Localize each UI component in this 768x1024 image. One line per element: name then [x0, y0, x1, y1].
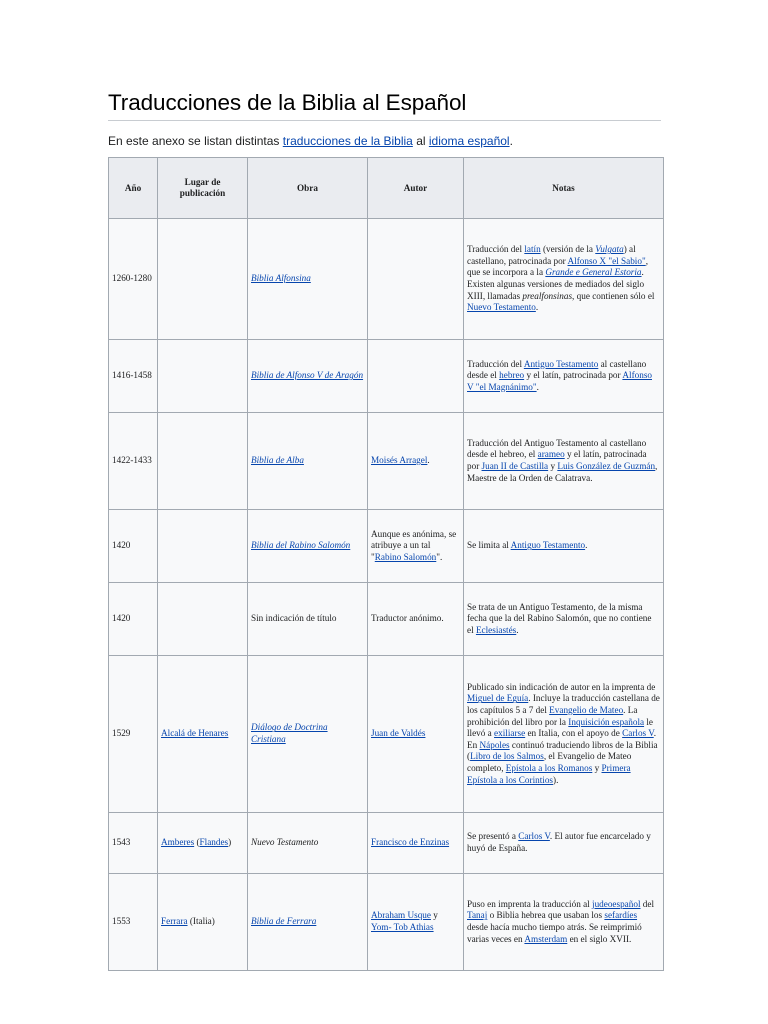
cell-notes — [464, 219, 664, 340]
cell-link[interactable]: Alfonso X "el Sabio" — [567, 255, 646, 266]
cell-link[interactable]: Vulgata — [595, 244, 624, 255]
cell-link[interactable]: Alcalá de Henares — [161, 728, 229, 739]
cell-link[interactable]: Antiguo Testamento — [523, 358, 599, 369]
intro-text: En este anexo se listan distintas — [108, 134, 283, 148]
cell-text: . — [427, 455, 430, 466]
cell-author — [368, 510, 464, 583]
intro-paragraph — [108, 133, 661, 149]
cell-place — [158, 340, 248, 413]
cell-author — [368, 219, 464, 340]
header-author: Autor — [368, 158, 464, 219]
cell-text: al castellano desde el — [467, 358, 647, 381]
cell-text: desde hacía mucho tiempo atrás. Se reimprimió varias veces en — [467, 922, 642, 944]
cell-link[interactable]: Primera Epístola a los Corintios — [467, 762, 631, 785]
cell-link[interactable]: Rabino Salomón — [374, 551, 437, 562]
cell-notes — [464, 413, 664, 510]
cell-link[interactable]: Antiguo Testamento — [510, 540, 586, 551]
cell-link[interactable]: Tanaj — [467, 910, 488, 921]
cell-link[interactable]: latín — [524, 244, 541, 255]
cell-link[interactable]: arameo — [537, 449, 565, 460]
table-row — [109, 413, 664, 510]
cell-text: , que se incorpora a la — [467, 255, 649, 278]
page-title: Traducciones de la Biblia al Español — [108, 88, 661, 121]
cell-author — [368, 874, 464, 971]
cell-text: Traducción del — [467, 358, 524, 369]
header-place: Lugar de publicación — [158, 158, 248, 219]
cell-link[interactable]: judeoespañol — [592, 898, 641, 909]
cell-work — [248, 874, 368, 971]
cell-notes — [464, 813, 664, 874]
cell-link[interactable]: exiliarse — [494, 728, 526, 739]
cell-text: ). — [553, 774, 559, 785]
cell-text: Se presentó a — [467, 831, 519, 842]
cell-text: . — [516, 624, 519, 635]
cell-notes — [464, 340, 664, 413]
cell-link[interactable]: Biblia del Rabino Salomón — [251, 540, 351, 551]
cell-link[interactable]: Nápoles — [479, 739, 510, 750]
table-header-row — [109, 158, 664, 219]
cell-text: continuó traduciendo libros de la Biblia ( — [467, 739, 658, 762]
header-work: Obra — [248, 158, 368, 219]
cell-work — [248, 340, 368, 413]
cell-link[interactable]: Diálogo de Doctrina Cristiana — [251, 722, 328, 744]
cell-text: le llevó a — [467, 716, 654, 739]
cell-text: ". — [436, 551, 443, 562]
cell-text: . — [535, 302, 539, 313]
cell-year: 1422-1433 — [109, 413, 158, 510]
cell-text: y el latín, patrocinada por — [467, 449, 647, 471]
cell-text: . El autor fue encarcelado y huyó de España. — [467, 831, 651, 853]
cell-year: 1543 — [109, 813, 158, 874]
cell-text: , que contienen sólo el — [572, 290, 655, 301]
cell-author — [368, 413, 464, 510]
cell-text: . — [585, 540, 588, 551]
cell-link[interactable]: Miguel de Eguía — [467, 693, 529, 704]
cell-link[interactable]: Biblia de Alba — [251, 455, 304, 466]
cell-text: ) — [228, 837, 232, 848]
cell-link[interactable]: Biblia de Ferrara — [251, 916, 317, 927]
cell-text: o Biblia hebrea que usaban los — [487, 910, 605, 921]
cell-place — [158, 656, 248, 813]
cell-link[interactable]: Luis González de Guzmán — [557, 461, 656, 471]
cell-text: y — [548, 461, 558, 471]
cell-link[interactable]: Nuevo Testamento — [467, 302, 536, 313]
cell-link[interactable]: Biblia de Alfonso V de Aragón — [251, 370, 364, 381]
cell-place — [158, 813, 248, 874]
cell-author — [368, 656, 464, 813]
cell-text: Traductor anónimo. — [371, 613, 444, 624]
cell-text: Traducción del — [467, 244, 525, 255]
cell-text: y — [592, 762, 602, 773]
cell-work — [248, 219, 368, 340]
cell-link[interactable]: Libro de los Salmos — [470, 751, 544, 762]
intro-text: al — [412, 134, 429, 148]
cell-text: (Italia) — [187, 916, 215, 927]
cell-text: ) al castellano, patrocinada por — [467, 244, 636, 266]
cell-link[interactable]: Ferrara — [161, 916, 188, 927]
cell-notes — [464, 510, 664, 583]
header-notes: Notas — [464, 158, 664, 219]
cell-year: 1260-1280 — [109, 219, 158, 340]
cell-link[interactable]: Biblia Alfonsina — [251, 273, 311, 284]
cell-link[interactable]: Francisco de Enzinas — [371, 837, 450, 848]
cell-text: Se trata de un Antiguo Testamento, de la misma fecha que la del Rabino Salomón, que no contiene el — [467, 601, 652, 635]
cell-text: (versión de la — [540, 244, 596, 255]
intro-text: . — [509, 134, 513, 148]
cell-notes — [464, 656, 664, 813]
cell-place — [158, 219, 248, 340]
cell-link[interactable]: Evangelio de Mateo — [549, 705, 624, 716]
cell-text: . En — [467, 728, 656, 750]
link-idioma-espanol[interactable]: idioma español — [428, 134, 510, 148]
cell-place — [158, 413, 248, 510]
article — [108, 88, 661, 944]
cell-link[interactable]: hebreo — [499, 370, 525, 381]
cell-year: 1420 — [109, 583, 158, 656]
header-year: Año — [109, 158, 158, 219]
link-traducciones-biblia[interactable]: traducciones de la Biblia — [282, 134, 413, 148]
cell-text: Sin indicación de título — [251, 613, 337, 624]
cell-author — [368, 583, 464, 656]
cell-text: y el latín, patrocinada por — [524, 370, 623, 381]
cell-link[interactable]: Amsterdam — [524, 933, 568, 944]
cell-author — [368, 813, 464, 874]
cell-notes — [464, 583, 664, 656]
cell-link[interactable]: Amberes — [161, 837, 195, 848]
cell-work — [248, 813, 368, 874]
cell-link[interactable]: Flandes — [199, 837, 229, 848]
cell-link[interactable]: Juan II de Castilla — [481, 461, 549, 471]
cell-link[interactable]: sefardíes — [604, 910, 638, 921]
cell-link[interactable]: Juan de Valdés — [371, 728, 426, 739]
cell-year: 1553 — [109, 874, 158, 971]
cell-text: , el Evangelio de Mateo completo, — [467, 751, 632, 773]
cell-link[interactable]: Carlos V — [622, 728, 654, 739]
table-row — [109, 583, 664, 656]
cell-link[interactable]: Eclesiastés — [475, 624, 517, 635]
table-row — [109, 656, 664, 813]
translations-table — [108, 157, 664, 971]
cell-text: . Incluye la traducción castellana de los capítulos 5 a 7 del — [467, 693, 660, 716]
cell-text: en Italia, con el apoyo de — [525, 728, 623, 739]
cell-work — [248, 583, 368, 656]
cell-notes — [464, 874, 664, 971]
cell-link[interactable]: Carlos V — [518, 831, 550, 842]
cell-place — [158, 874, 248, 971]
cell-author — [368, 340, 464, 413]
cell-text: Se limita al — [467, 540, 511, 551]
cell-text: Publicado sin indicación de autor en la imprenta de — [467, 681, 656, 692]
cell-link[interactable]: Grande e General Estoria — [545, 267, 642, 278]
cell-text: en el siglo XVII. — [567, 933, 632, 944]
cell-link[interactable]: Inquisición española — [568, 716, 645, 727]
cell-year: 1416-1458 — [109, 340, 158, 413]
cell-text: del — [640, 898, 655, 909]
cell-link[interactable]: Yom- Tob Athias — [371, 922, 434, 932]
cell-text: Aunque es anónima, se atribuye a un tal " — [371, 528, 457, 562]
cell-text: Puso en imprenta la traducción al — [467, 898, 593, 909]
cell-text: . — [536, 381, 539, 392]
table-row — [109, 874, 664, 971]
cell-text: y — [430, 910, 438, 921]
cell-text: Nuevo Testamento — [251, 837, 319, 848]
cell-text: . La prohibición del libro por la — [467, 705, 638, 727]
table-row — [109, 219, 664, 340]
cell-link[interactable]: Abraham Usque — [371, 910, 431, 921]
cell-work — [248, 656, 368, 813]
table-row — [109, 510, 664, 583]
cell-text: , Maestre de la Orden de Calatrava. — [467, 461, 658, 483]
cell-link[interactable]: Epístola a los Romanos — [505, 762, 593, 773]
cell-year: 1420 — [109, 510, 158, 583]
cell-work — [248, 413, 368, 510]
table-row — [109, 340, 664, 413]
cell-text: ( — [194, 837, 200, 848]
cell-work — [248, 510, 368, 583]
cell-place — [158, 583, 248, 656]
cell-text: . Existen algunas versiones de mediados del siglo XIII, llamadas — [467, 267, 645, 301]
cell-place — [158, 510, 248, 583]
cell-italic-text: prealfonsinas — [522, 290, 573, 301]
cell-year: 1529 — [109, 656, 158, 813]
cell-text: Traducción del Antiguo Testamento al castellano desde el hebreo, el — [467, 437, 647, 460]
table-row — [109, 813, 664, 874]
cell-link[interactable]: Moisés Arragel — [371, 455, 428, 466]
cell-link[interactable]: Alfonso V "el Magnánimo" — [467, 370, 652, 392]
